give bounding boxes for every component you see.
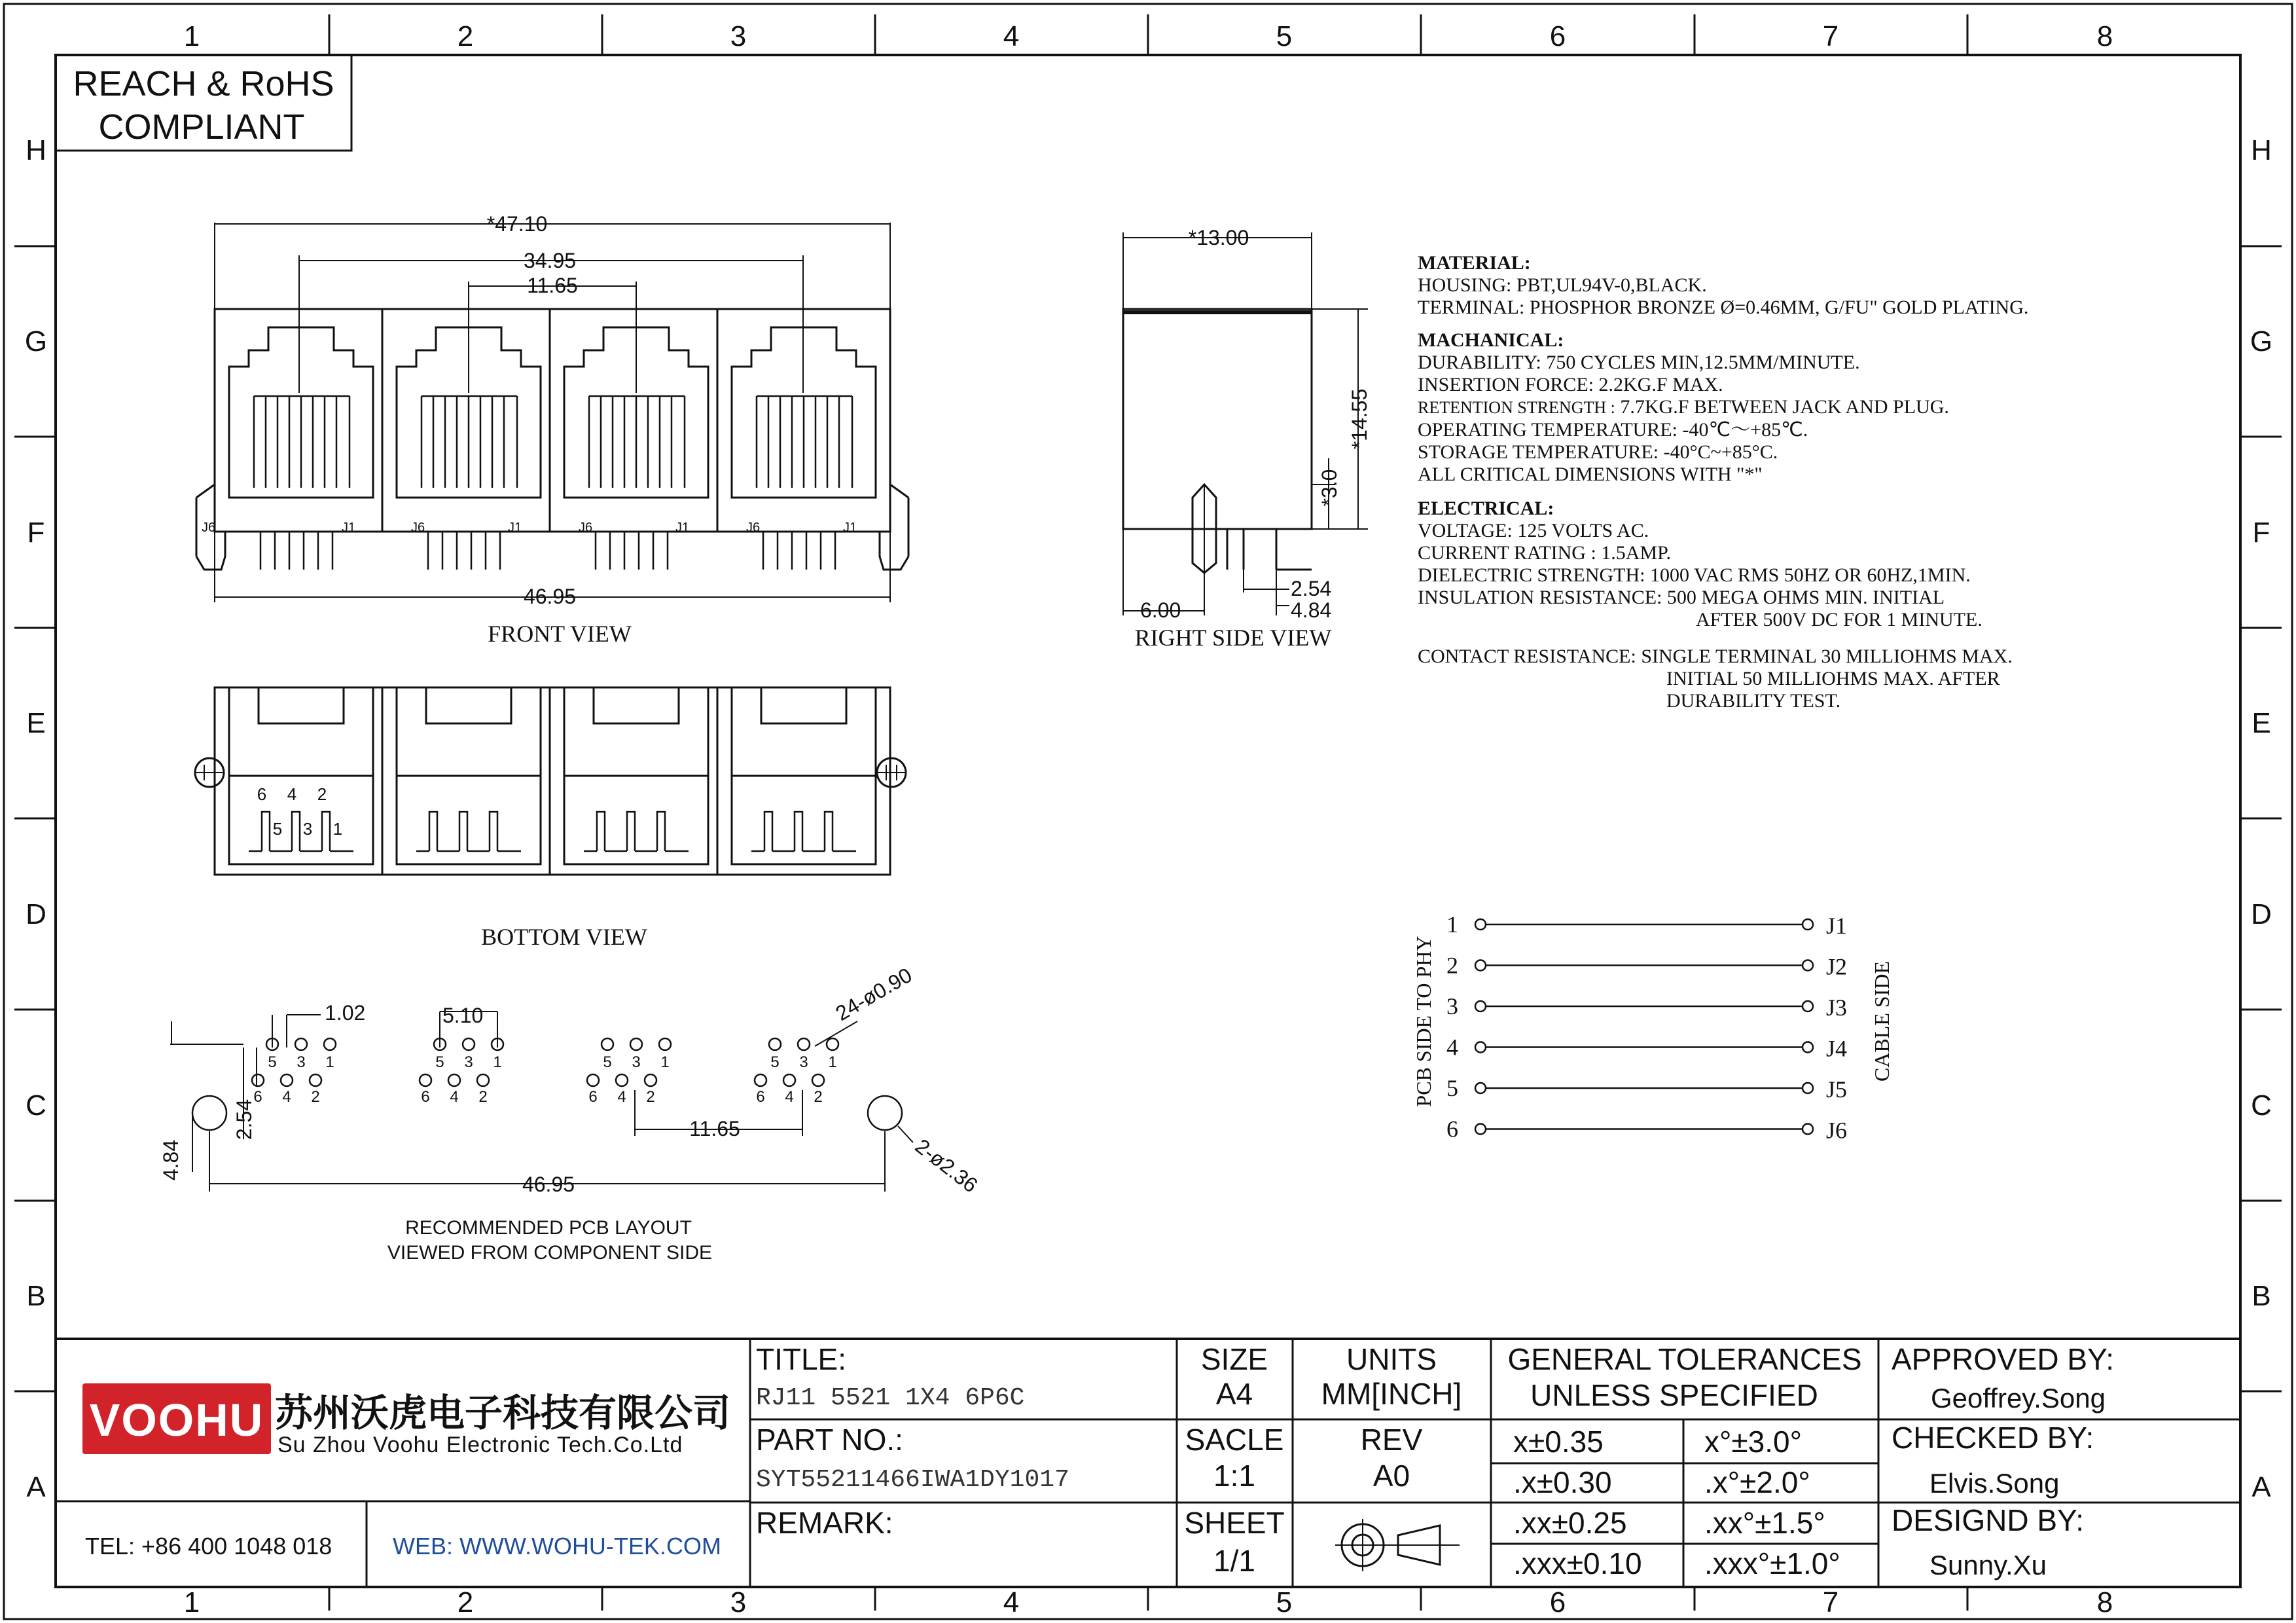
zone-col-2-top: 2 (457, 20, 474, 52)
note-durability: DURABILITY: 750 CYCLES MIN,12.5MM/MINUTE. (1418, 352, 1860, 373)
note-dielectric: DIELECTRIC STRENGTH: 1000 VAC RMS 50HZ OR 60HZ,1MIN. (1418, 564, 1971, 586)
tolerance-linear-1: x±0.35 (1513, 1425, 1604, 1459)
schematic-pin-label: 2 (1446, 952, 1458, 979)
note-insulation-1: INSULATION RESISTANCE: 500 MEGA OHMS MIN. INITIAL (1418, 587, 1945, 608)
pcb-pin-label: 4 (785, 1088, 794, 1106)
note-insertion: INSERTION FORCE: 2.2KG.F MAX. (1418, 374, 1723, 395)
note-housing: HOUSING: PBT,UL94V-0,BLACK. (1418, 274, 1707, 296)
pcb-pin-label: 3 (632, 1053, 641, 1071)
pcb-pin-label: 2 (478, 1088, 488, 1106)
bottom-pin-2: 2 (317, 784, 327, 804)
pcb-pin-label: 6 (588, 1088, 598, 1106)
tolerance-linear-3: .xx±0.25 (1513, 1506, 1627, 1540)
front-j6-label-1: J6 (202, 520, 216, 535)
dim-side-600: 6.00 (1140, 598, 1181, 622)
zone-row-B-right: B (2251, 1280, 2271, 1312)
schematic-jack-label: J3 (1826, 994, 1848, 1021)
zone-col-5-bottom: 5 (1276, 1586, 1293, 1618)
pcb-pin-label: 1 (660, 1053, 670, 1071)
electrical-heading: ELECTRICAL: (1418, 498, 1554, 519)
schematic-cable-side-label: CABLE SIDE (1870, 961, 1893, 1082)
zone-row-G-left: G (24, 325, 48, 357)
compliance-line1: REACH & RoHS (73, 64, 334, 103)
dim-side-3: *3.0 (1318, 469, 1341, 507)
company-web: WEB: WWW.WOHU-TEK.COM (393, 1533, 721, 1559)
company-name-en: Su Zhou Voohu Electronic Tech.Co.Ltd (278, 1432, 683, 1457)
zone-row-H-right: H (2251, 134, 2272, 166)
bottom-pin-1: 1 (332, 819, 343, 839)
company-tel: TEL: +86 400 1048 018 (85, 1533, 332, 1559)
front-j1-label-1: J1 (342, 520, 356, 535)
wiring-schematic (1475, 919, 1813, 1135)
schematic-jack-node (1803, 919, 1813, 930)
dim-pcb-254: 2.54 (232, 1099, 256, 1140)
tolerance-angular-2: .x°±2.0° (1704, 1465, 1810, 1499)
dim-side-484: 4.84 (1291, 598, 1332, 622)
note-storage-temp: STORAGE TEMPERATURE: -40°C~+85°C. (1418, 441, 1778, 463)
rev-label: REV (1360, 1423, 1423, 1457)
schematic-pin-label: 3 (1446, 993, 1458, 1019)
zone-col-8-top: 8 (2096, 20, 2113, 52)
schematic-pin-node (1475, 1042, 1486, 1053)
designed-by-label: DESIGND BY: (1892, 1503, 2084, 1537)
pcb-pin-label: 2 (646, 1088, 655, 1106)
approved-by-label: APPROVED BY: (1892, 1342, 2115, 1376)
zone-col-1-top: 1 (183, 20, 200, 52)
zone-col-7-bottom: 7 (1822, 1586, 1839, 1618)
dim-pcb-510: 5.10 (442, 1004, 484, 1027)
zone-row-B-left: B (26, 1280, 46, 1312)
dim-side-height: *14.55 (1348, 388, 1371, 450)
schematic-pin-node (1475, 1083, 1486, 1093)
sheet-value: 1/1 (1213, 1544, 1255, 1578)
schematic-jack-label: J1 (1826, 913, 1848, 939)
tolerance-linear-2: .x±0.30 (1513, 1465, 1612, 1499)
zone-col-8-bottom: 8 (2096, 1586, 2113, 1618)
scale-value: 1:1 (1213, 1459, 1255, 1493)
part-no-label: PART NO.: (756, 1423, 903, 1457)
units-label: UNITS (1346, 1342, 1437, 1376)
schematic-pin-label: 6 (1446, 1116, 1458, 1142)
zone-row-F-left: F (27, 517, 45, 549)
pcb-pin-label: 1 (325, 1053, 334, 1071)
schematic-pin-node (1475, 1124, 1486, 1135)
approved-by-value: Geoffrey.Song (1931, 1383, 2106, 1413)
front-j1-label-4: J1 (843, 520, 857, 535)
schematic-jack-label: J2 (1826, 953, 1848, 980)
schematic-pin-node (1475, 1001, 1486, 1012)
dim-side-width: *13.00 (1188, 226, 1249, 249)
part-no-value: SYT55211466IWA1DY1017 (756, 1466, 1069, 1494)
zone-row-C-right: C (2251, 1089, 2272, 1122)
pcb-pin-label: 3 (296, 1053, 306, 1071)
zone-col-7-top: 7 (1822, 20, 1839, 52)
pcb-layout-drawing (170, 1012, 913, 1192)
zone-row-A-right: A (2251, 1471, 2271, 1503)
schematic-pin-label: 4 (1446, 1034, 1458, 1061)
compliance-line2: COMPLIANT (98, 107, 305, 147)
zone-row-E-left: E (26, 707, 46, 739)
size-value: A4 (1215, 1377, 1253, 1411)
note-operating-temp: OPERATING TEMPERATURE: -40℃～+85℃. (1418, 419, 1808, 441)
pcb-pin-label: 5 (770, 1053, 780, 1071)
schematic-jack-node (1803, 1001, 1813, 1012)
zone-col-6-bottom: 6 (1549, 1586, 1566, 1618)
dim-side-254: 2.54 (1291, 577, 1332, 600)
note-insulation-2: AFTER 500V DC FOR 1 MINUTE. (1696, 609, 1982, 630)
note-terminal: TERMINAL: PHOSPHOR BRONZE Ø=0.46MM, G/FU" GOLD PLATING. (1418, 297, 2029, 318)
pcb-pin-label: 2 (311, 1088, 320, 1106)
compliance-box (56, 55, 351, 151)
voohu-logo (82, 1383, 271, 1454)
tolerance-angular-4: .xxx°±1.0° (1704, 1546, 1840, 1580)
tolerance-heading-2: UNLESS SPECIFIED (1530, 1378, 1818, 1412)
zone-row-F-right: F (2252, 517, 2270, 549)
front-view-label: FRONT VIEW (488, 621, 632, 647)
designed-by-value: Sunny.Xu (1929, 1550, 2047, 1580)
zone-row-A-left: A (26, 1471, 46, 1503)
front-j1-label-2: J1 (508, 520, 522, 535)
zone-row-D-left: D (26, 898, 46, 930)
title-label: TITLE: (756, 1342, 847, 1376)
material-heading: MATERIAL: (1418, 252, 1531, 274)
schematic-pin-label: 5 (1446, 1075, 1458, 1101)
checked-by-value: Elvis.Song (1929, 1468, 2060, 1499)
dim-pcb-484: 4.84 (159, 1139, 183, 1181)
bottom-view-label: BOTTOM VIEW (481, 924, 647, 950)
pcb-pin-label: 2 (814, 1088, 823, 1106)
zone-col-2-bottom: 2 (457, 1586, 474, 1618)
zone-col-6-top: 6 (1549, 20, 1566, 52)
remark-label: REMARK: (756, 1506, 893, 1540)
pcb-pin-label: 6 (756, 1088, 765, 1106)
tolerance-angular-1: x°±3.0° (1704, 1425, 1802, 1459)
pcb-pin-label: 4 (450, 1088, 459, 1106)
scale-label: SACLE (1185, 1423, 1284, 1457)
schematic-jack-node (1803, 1124, 1813, 1135)
pcb-pin-label: 1 (828, 1053, 837, 1071)
pcb-layout-label-2: VIEWED FROM COMPONENT SIDE (387, 1242, 713, 1264)
schematic-jack-label: J5 (1826, 1076, 1848, 1103)
zone-row-D-right: D (2251, 898, 2272, 930)
bottom-view-drawing (195, 687, 906, 875)
pcb-pin-label: 5 (268, 1053, 277, 1071)
company-name-cn: 苏州沃虎电子科技有限公司 (275, 1392, 731, 1434)
schematic-jack-node (1803, 1083, 1813, 1093)
sheet-label: SHEET (1184, 1506, 1285, 1540)
bottom-pin-3: 3 (302, 819, 313, 839)
note-current: CURRENT RATING : 1.5AMP. (1418, 542, 1671, 564)
rev-value: A0 (1372, 1459, 1410, 1493)
tolerance-linear-4: .xxx±0.10 (1513, 1546, 1642, 1580)
specification-notes (1418, 252, 2203, 712)
pcb-pin-label: 6 (421, 1088, 430, 1106)
note-contact-2: INITIAL 50 MILLIOHMS MAX. AFTER (1666, 668, 2000, 689)
right-side-view-drawing (1123, 232, 1368, 615)
pcb-pin-label: 3 (464, 1053, 473, 1071)
zone-row-E-right: E (2251, 707, 2271, 739)
dim-pcb-mount: 2-ø2.36 (910, 1134, 982, 1197)
zone-row-C-left: C (26, 1089, 46, 1122)
note-contact-1: CONTACT RESISTANCE: SINGLE TERMINAL 30 MILLIOHMS MAX. (1418, 646, 2013, 667)
dim-front-pitch: 11.65 (527, 274, 578, 297)
pcb-pin-label: 5 (435, 1053, 444, 1071)
note-retention-label: RETENTION STRENGTH : (1418, 398, 1615, 417)
dim-front-3495: 34.95 (523, 249, 577, 272)
pcb-pin-label: 1 (493, 1053, 502, 1071)
right-side-view-label: RIGHT SIDE VIEW (1134, 625, 1332, 651)
pcb-pin-label: 4 (282, 1088, 291, 1106)
schematic-pin-node (1475, 960, 1486, 971)
note-retention (1418, 396, 2203, 419)
note-retention-value: 7.7KG.F BETWEEN JACK AND PLUG. (1615, 396, 1949, 418)
note-critical-dimensions: ALL CRITICAL DIMENSIONS WITH "*" (1418, 464, 1763, 485)
front-j6-label-2: J6 (411, 520, 425, 535)
zone-col-3-top: 3 (730, 20, 747, 52)
dim-pcb-hole: 24-ø0.90 (831, 962, 916, 1026)
schematic-pin-node (1475, 919, 1486, 930)
dim-front-base: 46.95 (523, 585, 577, 608)
pcb-pin-label: 3 (799, 1053, 808, 1071)
front-j1-label-3: J1 (675, 520, 690, 535)
zone-col-4-top: 4 (1003, 20, 1020, 52)
zone-col-5-top: 5 (1276, 20, 1293, 52)
units-value: MM[INCH] (1321, 1377, 1462, 1411)
zone-col-4-bottom: 4 (1003, 1586, 1020, 1618)
schematic-pin-label: 1 (1446, 911, 1458, 938)
mechanical-heading: MACHANICAL: (1418, 329, 1564, 351)
zone-col-3-bottom: 3 (730, 1586, 747, 1618)
zone-col-1-bottom: 1 (183, 1586, 200, 1618)
schematic-jack-label: J6 (1826, 1117, 1848, 1144)
logo-text: VOOHU (89, 1395, 264, 1446)
schematic-jack-node (1803, 960, 1813, 971)
note-contact-3: DURABILITY TEST. (1666, 690, 1841, 712)
dim-front-overall: *47.10 (486, 212, 548, 236)
dim-pcb-4695: 46.95 (522, 1173, 575, 1196)
bottom-pin-5: 5 (272, 819, 283, 839)
tolerance-heading-1: GENERAL TOLERANCES (1507, 1342, 1862, 1376)
title-value: RJ11 5521 1X4 6P6C (756, 1384, 1025, 1412)
pcb-pin-label: 6 (253, 1088, 262, 1106)
front-j6-label-3: J6 (579, 520, 593, 535)
checked-by-label: CHECKED BY: (1892, 1421, 2094, 1455)
front-j6-label-4: J6 (746, 520, 761, 535)
schematic-jack-node (1803, 1042, 1813, 1053)
size-label: SIZE (1200, 1342, 1268, 1376)
pcb-layout-label-1: RECOMMENDED PCB LAYOUT (405, 1217, 692, 1239)
sheet-frame (4, 4, 2292, 1619)
note-voltage: VOLTAGE: 125 VOLTS AC. (1418, 520, 1649, 541)
tolerance-angular-3: .xx°±1.5° (1704, 1506, 1825, 1540)
bottom-pin-6: 6 (257, 784, 267, 804)
zone-row-H-left: H (26, 134, 46, 166)
zone-row-G-right: G (2250, 325, 2273, 357)
pcb-pin-label: 5 (603, 1053, 612, 1071)
bottom-pin-4: 4 (287, 784, 297, 804)
pcb-pin-label: 4 (617, 1088, 626, 1106)
schematic-pcb-side-label: PCB SIDE TO PHY (1412, 936, 1435, 1107)
dim-pcb-102: 1.02 (325, 1001, 366, 1025)
schematic-jack-label: J4 (1826, 1035, 1848, 1062)
dim-pcb-1165: 11.65 (689, 1117, 740, 1140)
